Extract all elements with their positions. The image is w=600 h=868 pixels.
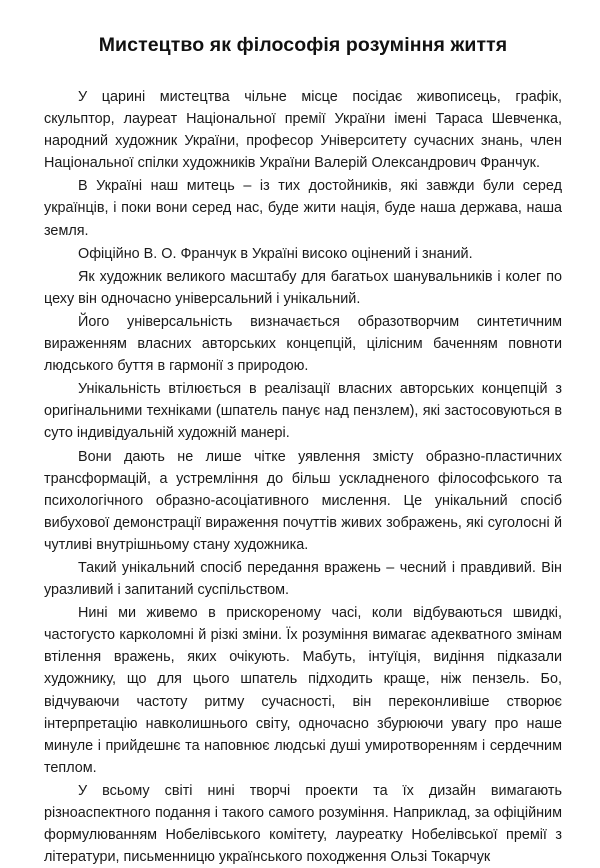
document-body [44,86,562,868]
paragraph: У царині мистецтва чільне місце посідає живописець, графік, скульптор, лауреат Національної премії України імені Тараса Шевченка, народний художник України, професор Університету сучасних знань, член Національної спілки художників України Валерій Олександрович Франчук. [44,89,562,172]
paragraph: В Україні наш митець – із тих достойників, які завжди були серед українців, і поки вони серед нас, буде жити нація, буде наша держава, наша земля. [44,178,562,239]
paragraph: Його універсальність визначається образотворчим синтетичним вираженням власних авторських концепцій, цілісним баченням повноти людського буття в гармонії з природою. [44,313,562,375]
paragraph: Нині ми живемо в прискореному часі, коли відбуваються швидкі, частогусто карколомні й різкі зміни. Їх розуміння вимагає адекватного змінам втілення вражень, яких очікують. Мабуть, інтуїція, видіння підказали художнику, що для цього шпатель підходить краще, ніж пензель. Бо, відчуваючи частоту ритму сучасності, він переконливіше створює інтерпретацію навколишнього світу, одночасно збурюючи увагу про наше минуле і прийдешнє та наповнює людські душі умиротворенням і сердечним теплом. [44,605,562,776]
paragraph: Як художник великого масштабу для багатьох шанувальників і колег по цеху він одночасно універсальний і унікальний. [44,268,562,307]
paragraph: Вони дають не лише чітке уявлення змісту образно-пластичних трансформацій, а устремління до більш ускладненого філософського та психологічного образно-асоціативного мислення. Це унікальний спосіб вибухової демонстрації вираження почуттів живих зображень, які суголосні й чутливі внутрішньому стану художника. [44,448,562,553]
page-title: Мистецтво як філософія розуміння життя [98,34,508,56]
paragraph: Унікальність втілюється в реалізації власних авторських концепцій з оригінальними техніками (шпатель панує над пензлем), які застосовуються в суто індивідуальній художній манері. [44,381,562,442]
paragraph: Такий унікальний спосіб передання вражень – чесний і правдивий. Він уразливий і запитаний суспільством. [44,559,562,599]
paragraph: Офіційно В. О. Франчук в Україні високо оцінений і знаний. [78,245,473,262]
paragraph: У всьому світі нині творчі проекти та їх дизайн вимагають різноаспектного подання і такого самого розуміння. Наприклад, за офіційним формулюванням Нобелівського комітету, лауреатку Нобелівської премії з літератури, письменницю українського походження Ользі Токарчук [44,782,562,866]
